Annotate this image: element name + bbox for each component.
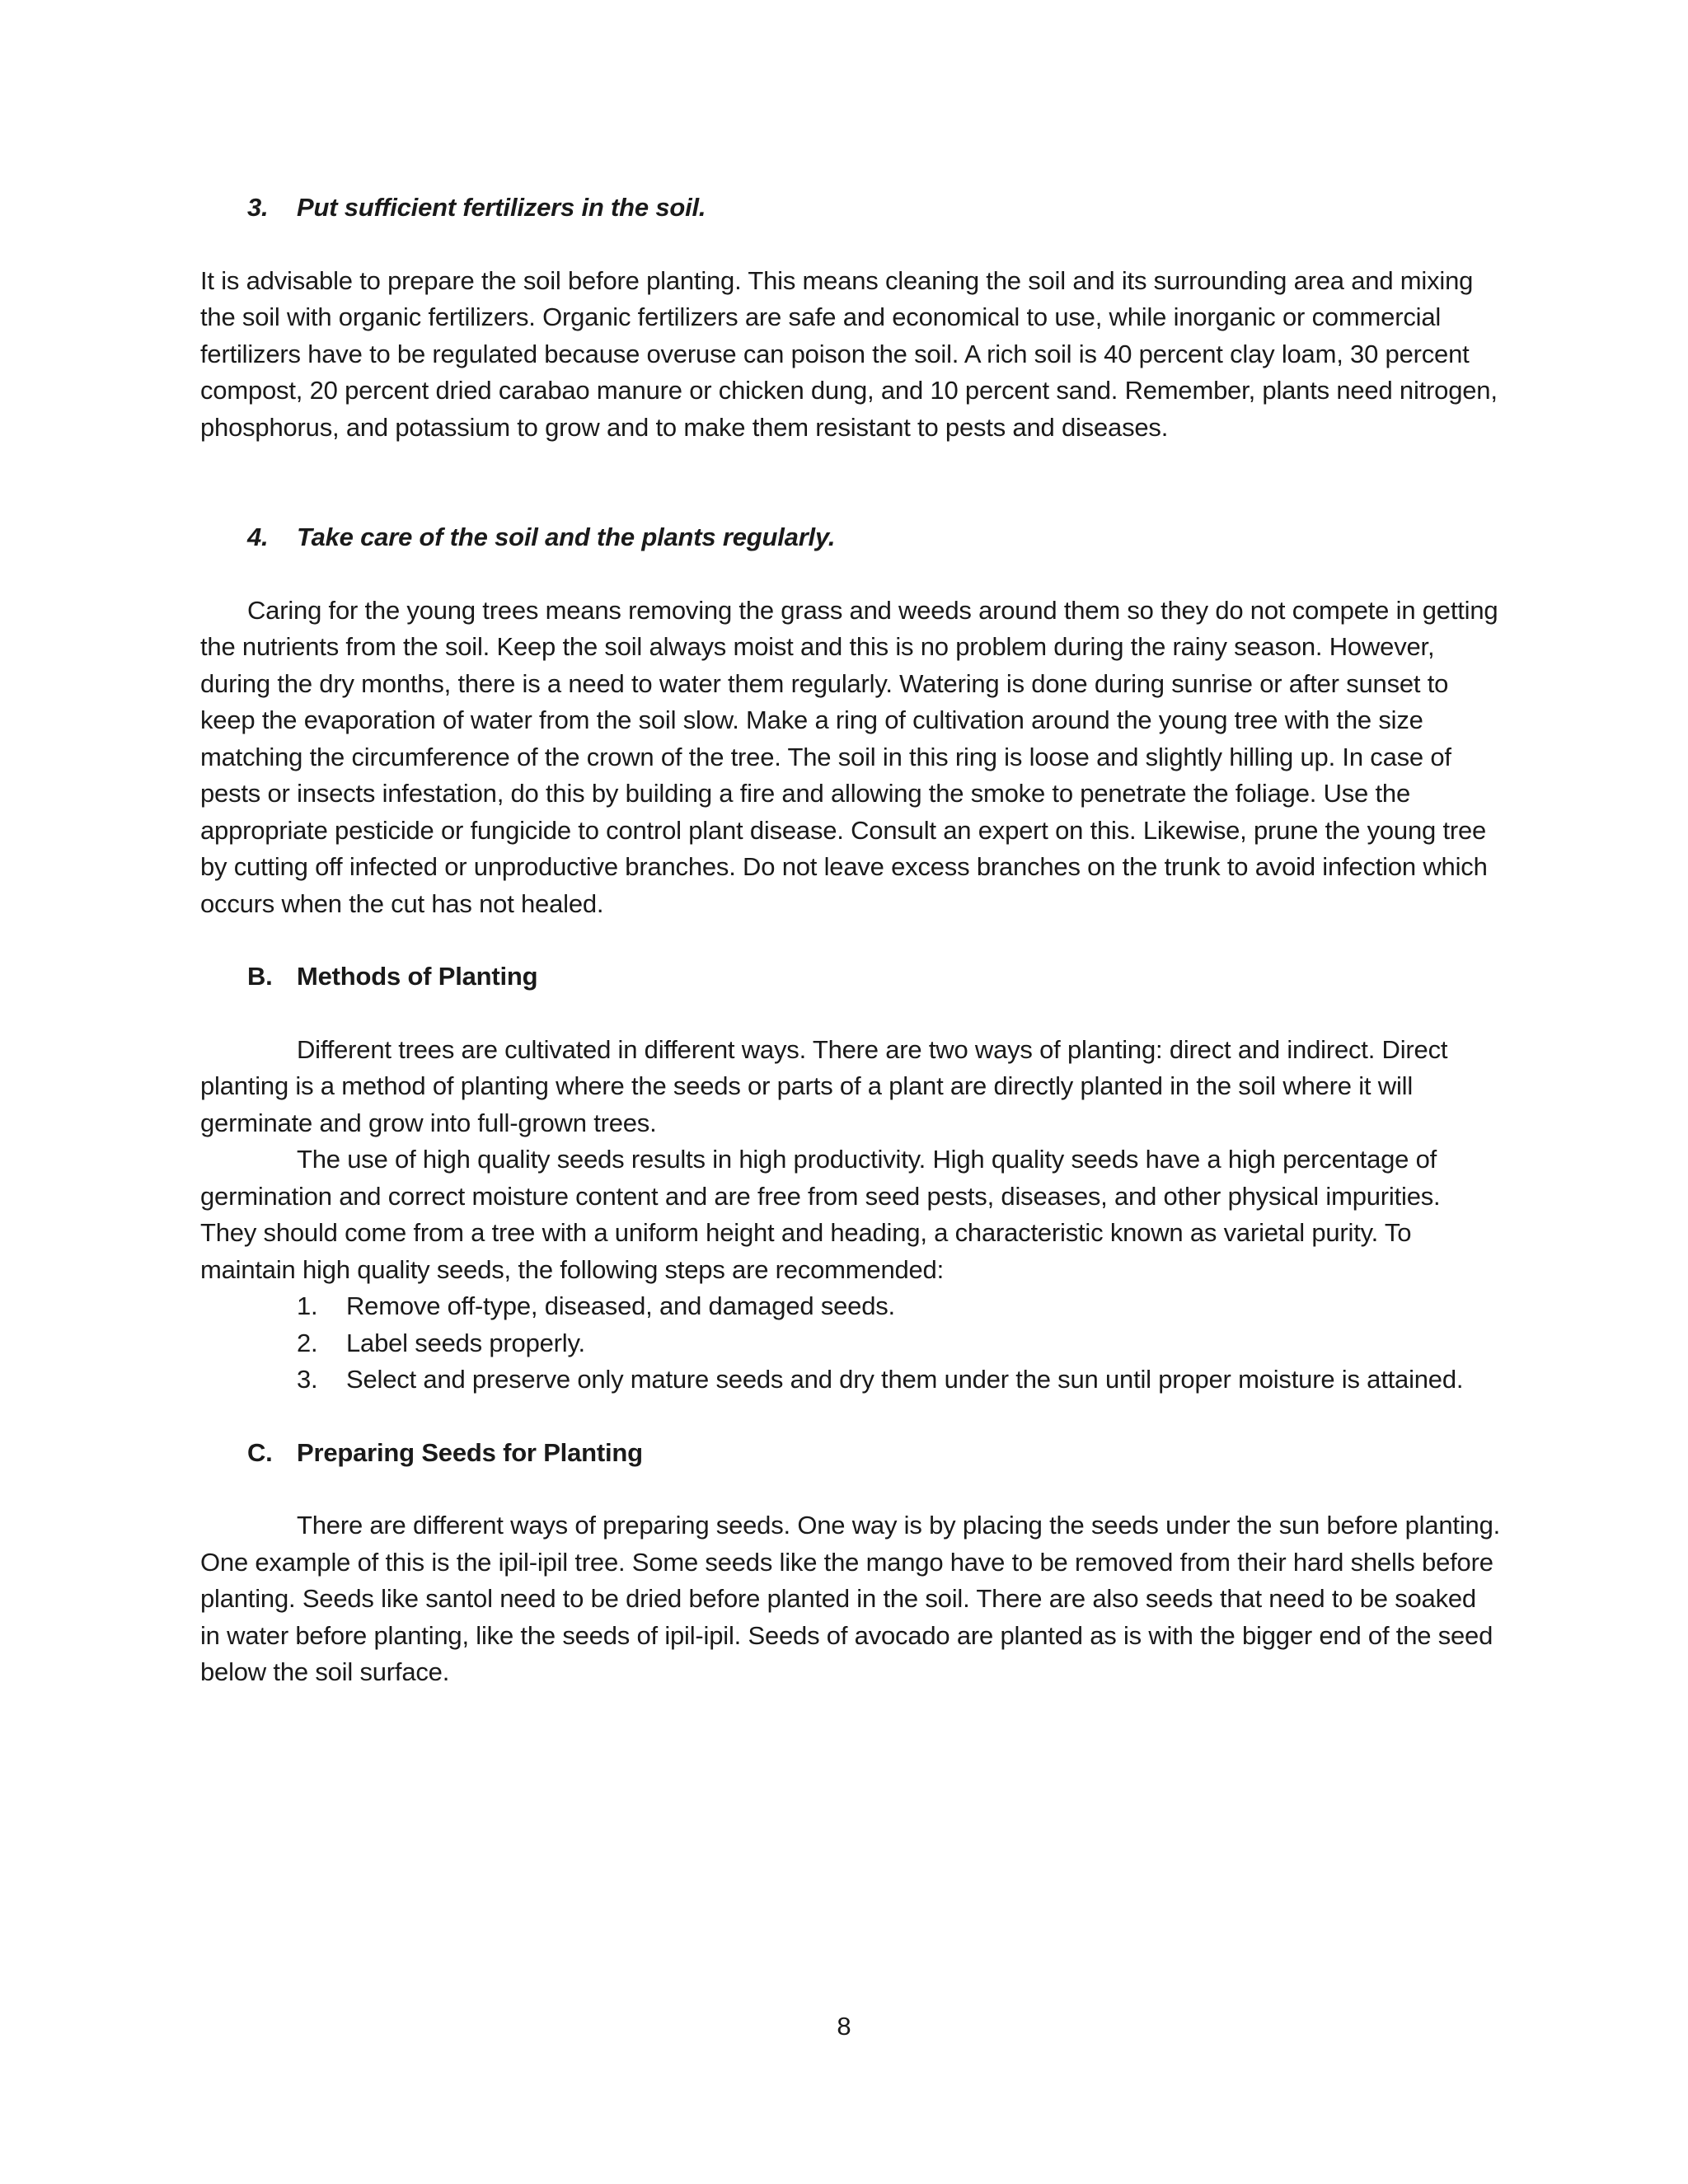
list-item <box>297 1288 1503 1325</box>
section-3-number: 3. <box>247 193 269 222</box>
section-3-heading <box>247 190 1503 227</box>
section-c-paragraph: There are different ways of preparing seeds. One way is by placing the seeds under the sun before planting. One example of this is the ipil-ipil tree. Some seeds like the mango have to be removed from their hard shells before planting. Seeds like santol need to be dried before planted in the soil. There are also seeds that need to be soaked in water before planting, like the seeds of ipil-ipil. Seeds of avocado are planted as is with the bigger end of the seed below the soil surface. <box>200 1511 1501 1686</box>
section-4-title: Take care of the soil and the plants regularly. <box>297 523 836 551</box>
seed-quality-steps <box>200 1288 1503 1399</box>
list-item-number: 3. <box>297 1365 318 1394</box>
section-c-title: Preparing Seeds for Planting <box>297 1437 643 1467</box>
section-4-heading <box>247 519 1503 556</box>
section-3-title: Put sufficient fertilizers in the soil. <box>297 193 706 222</box>
list-item-number: 2. <box>297 1328 318 1357</box>
list-item-text: Label seeds properly. <box>346 1328 585 1357</box>
section-c-letter: C. <box>247 1437 273 1467</box>
list-item-text: Remove off-type, diseased, and damaged seeds. <box>346 1291 895 1320</box>
section-c-heading <box>247 1435 1503 1472</box>
list-item-number: 1. <box>297 1291 318 1320</box>
list-item <box>297 1361 1503 1399</box>
section-b-letter: B. <box>247 962 273 991</box>
list-item <box>297 1325 1503 1362</box>
section-4-paragraph: Caring for the young trees means removing the grass and weeds around them so they do not compete in getting the nutrients from the soil. Keep the soil always moist and this is no problem during the rainy season. However, during the dry months, there is a need to water them regularly. Watering is done during sunrise or after sunset to keep the evaporation of water from the soil slow. Make a ring of cultivation around the young tree with the size matching the circumference of the crown of the tree. The soil in this ring is loose and slightly hilling up. In case of pests or insects infestation, do this by building a fire and allowing the smoke to penetrate the foliage. Use the appropriate pesticide or fungicide to control plant disease. Consult an expert on this. Likewise, prune the young tree by cutting off infected or unproductive branches. Do not leave excess branches on the trunk to avoid infection which occurs when the cut has not healed. <box>200 595 1498 918</box>
section-b-paragraph-1: Different trees are cultivated in different ways. There are two ways of planting: direct and indirect. Direct planting is a method of planting where the seeds or parts of a plant are directly planted in the soil where it will germinate and grow into full-grown trees. <box>200 1034 1448 1137</box>
section-3-paragraph: It is advisable to prepare the soil before planting. This means cleaning the soil and its surrounding area and mixing the soil with organic fertilizers. Organic fertilizers are safe and economical to use, while inorganic or commercial fertilizers have to be regulated because overuse can poison the soil. A rich soil is 40 percent clay loam, 30 percent compost, 20 percent dried carabao manure or chicken dung, and 10 percent sand. Remember, plants need nitrogen, phosphorus, and potassium to grow and to make them resistant to pests and diseases. <box>200 265 1498 442</box>
section-b-paragraph-2: The use of high quality seeds results in high productivity. High quality seeds have a high percentage of germination and correct moisture content and are free from seed pests, diseases, and other physical impurities. They should come from a tree with a uniform height and heading, a characteristic known as varietal purity. To maintain high quality seeds, the following steps are recommended: <box>200 1145 1441 1284</box>
section-4-number: 4. <box>247 523 269 551</box>
document-page <box>200 190 1503 1691</box>
list-item-text: Select and preserve only mature seeds and dry them under the sun until proper moisture is attained. <box>346 1365 1464 1394</box>
section-b-heading <box>247 958 1503 996</box>
section-b-title: Methods of Planting <box>297 962 538 991</box>
page-number: 8 <box>837 2012 851 2041</box>
